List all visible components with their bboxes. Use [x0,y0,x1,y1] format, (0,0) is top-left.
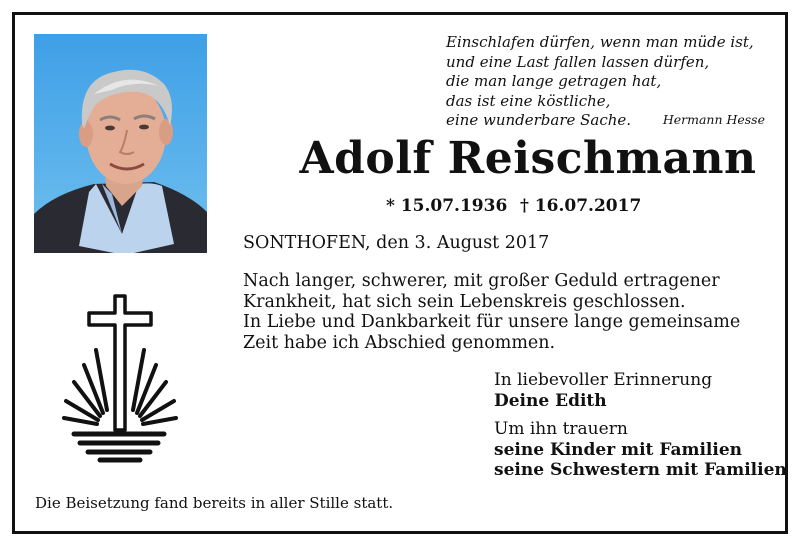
birth-date: * 15.07.1936 [386,196,508,216]
burial-note: Die Beisetzung fand bereits in aller Stille statt. [35,494,394,512]
poem-line: die man lange getragen hat, [446,72,662,91]
poem-quote [446,33,776,131]
deceased-name: Adolf Reischmann [299,133,757,184]
signature-intro: In liebevoller Erinnerung [494,370,713,390]
mourner-family: seine Schwestern mit Familien [494,460,787,480]
place-date: SONTHOFEN, den 3. August 2017 [243,233,550,253]
message-text [243,271,740,353]
poem-line: und eine Last fallen lassen dürfen, [446,52,710,71]
poem-author: Hermann Hesse [662,112,765,127]
portrait-photo [34,34,207,253]
message-line: Nach langer, schwerer, mit großer Geduld ertragener [243,271,720,291]
mourner-family: seine Kinder mit Familien [494,439,743,460]
poem-line: eine wunderbare Sache. [446,111,632,130]
poem-line: Einschlafen dürfen, wenn man müde ist, [446,33,754,51]
mourn-intro: Um ihn trauern [494,419,628,439]
death-date: † 16.07.2017 [520,196,642,216]
message-line: Krankheit, hat sich sein Lebenskreis geschlossen. [243,291,686,312]
cross-sunrise-icon [60,292,182,468]
poem-line: das ist eine köstliche, [446,91,611,110]
signature-block [494,370,787,481]
message-line: Zeit habe ich Abschied genommen. [243,332,556,353]
signature-spouse: Deine Edith [494,390,607,411]
message-line: In Liebe und Dankbarkeit für unsere lange gemeinsame [243,312,741,332]
